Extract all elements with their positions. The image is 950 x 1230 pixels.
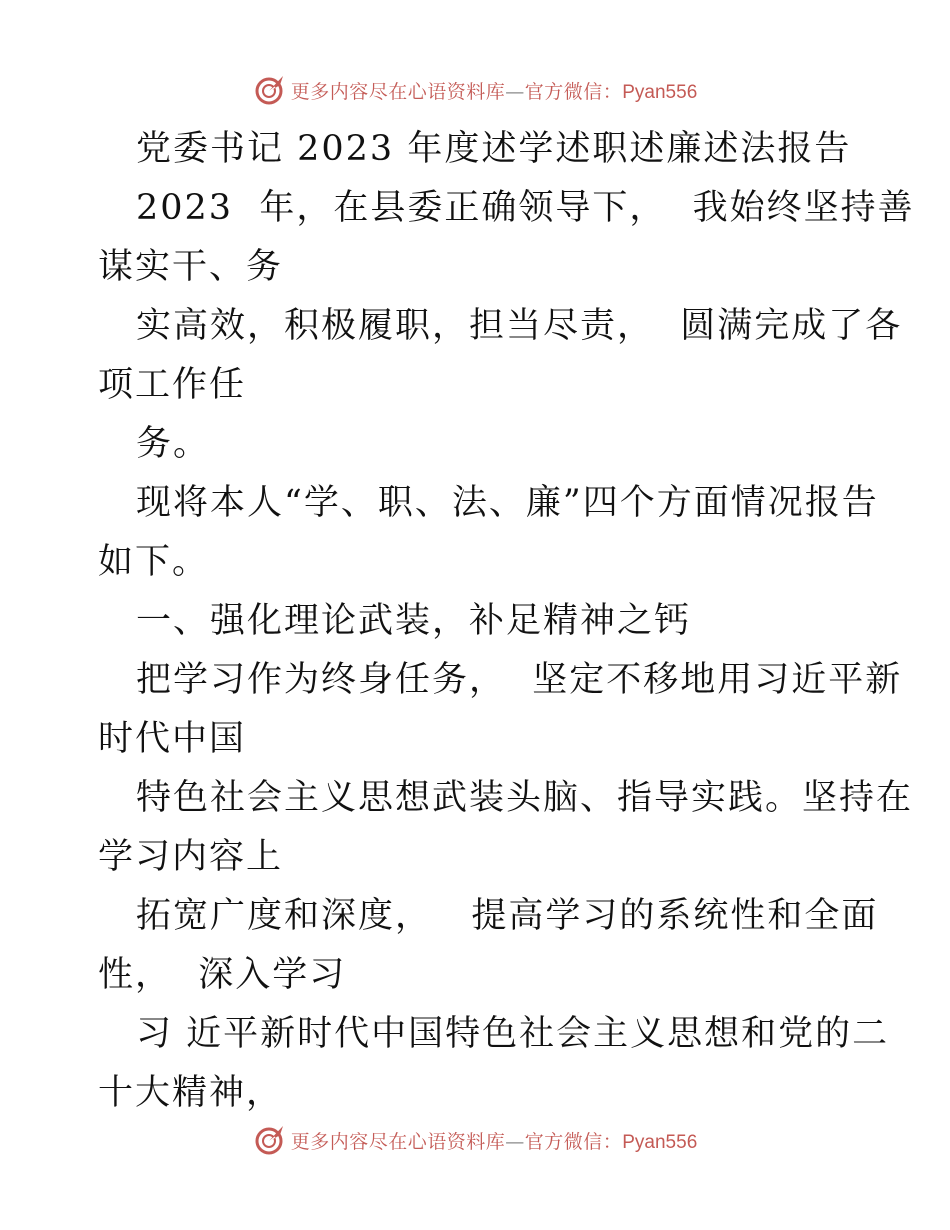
footer-watermark <box>0 1120 950 1160</box>
document-line: 现将本人“学、职、法、廉”四个方面情况报告 <box>136 483 879 523</box>
document-line: 性， 深入学习 <box>98 955 347 995</box>
document-line: 特色社会主义思想武装头脑、指导实践。坚持在 <box>136 778 914 818</box>
document-line: 谋实干、务 <box>98 247 284 287</box>
document-line: 实高效，积极履职，担当尽责， 圆满完成了各 <box>136 306 903 346</box>
document-body <box>98 120 915 1123</box>
document-line: 一、强化理论武装，补足精神之钙 <box>136 601 692 641</box>
watermark-text: 更多内容尽在心语资料库—官方微信：Pyan556 <box>290 80 698 103</box>
wechat-id: Pyan556 <box>622 1131 698 1153</box>
document-line: 项工作任 <box>98 365 247 405</box>
document-line: 十大精神， <box>98 1073 284 1113</box>
document-line: 习 近平新时代中国特色社会主义思想和党的二 <box>136 1014 890 1054</box>
document-title: 党委书记 2023 年度述学述职述廉述法报告 <box>136 129 852 169</box>
watermark-text: 更多内容尽在心语资料库—官方微信：Pyan556 <box>290 1130 698 1153</box>
document-paragraphs <box>98 179 915 1123</box>
document-line: 学习内容上 <box>98 837 284 877</box>
wechat-id: Pyan556 <box>622 81 698 103</box>
header-watermark <box>0 70 950 110</box>
quill-logo-icon <box>253 1123 287 1157</box>
document-line: 如下。 <box>98 542 210 582</box>
document-line: 把学习作为终身任务， 坚定不移地用习近平新 <box>136 660 903 700</box>
document-line: 务。 <box>136 424 211 464</box>
document-line: 拓宽广度和深度， 提高学习的系统性和全面 <box>136 896 879 936</box>
quill-logo-icon <box>253 73 287 107</box>
document-line: 2023 年，在县委正确领导下， 我始终坚持善 <box>136 188 915 228</box>
document-line: 时代中国 <box>98 719 247 759</box>
